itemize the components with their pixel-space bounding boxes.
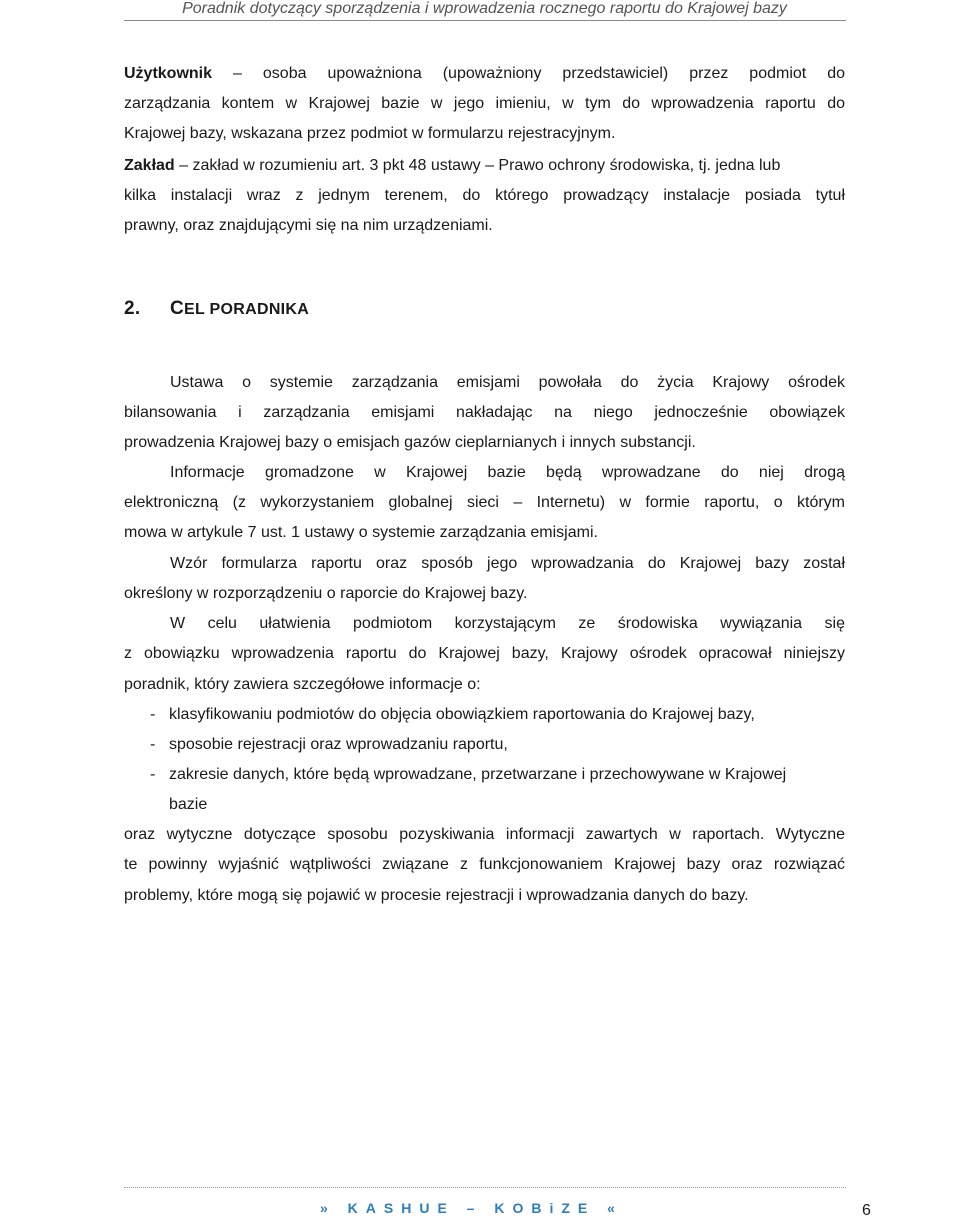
paragraph-2-line1: Informacje gromadzone w Krajowej bazie będą wprowadzane do niej drogą: [170, 464, 845, 481]
list-item: [150, 705, 755, 725]
paragraph-1-line1: Ustawa o systemie zarządzania emisjami powołała do życia Krajowy ośrodek: [170, 374, 845, 391]
page-number: 6: [862, 1202, 871, 1219]
running-header: Poradnik dotyczący sporządzenia i wprowadzenia rocznego raportu do Krajowej bazy: [182, 0, 787, 17]
paragraph-5-line2: te powinny wyjaśnić wątpliwości związane z funkcjonowaniem Krajowej bazy oraz rozwiązać: [124, 856, 845, 873]
section-title-rest: EL PORADNIKA: [184, 301, 310, 318]
footer-brand: » KASHUE – KOBiZE «: [320, 1200, 623, 1216]
paragraph-2-line2: elektroniczną (z wykorzystaniem globalnej sieci – Internetu) w formie raportu, o którym: [124, 494, 845, 511]
paragraph-1-line3: prowadzenia Krajowej bazy o emisjach gazów cieplarnianych i innych substancji.: [124, 434, 696, 451]
list-item: [150, 765, 786, 785]
paragraph-4-line3: poradnik, który zawiera szczegółowe informacje o:: [124, 676, 481, 693]
definition-zaklad-line2: kilka instalacji wraz z jednym terenem, do którego prowadzący instalacje posiada tytuł: [124, 187, 845, 204]
section-heading: [124, 298, 309, 320]
paragraph-5-line3: problemy, które mogą się pojawić w procesie rejestracji i wprowadzania danych do bazy.: [124, 887, 749, 904]
bullet-text: zakresie danych, które będą wprowadzane, przetwarzane i przechowywane w Krajowej: [169, 766, 787, 783]
footer-divider: [124, 1187, 846, 1188]
bullet-text: klasyfikowaniu podmiotów do objęcia obowiązkiem raportowania do Krajowej bazy,: [169, 706, 755, 723]
bullet-marker: -: [150, 766, 156, 783]
paragraph-1-line2: bilansowania i zarządzania emisjami nakładając na niego jednocześnie obowiązek: [124, 404, 845, 421]
definition-uzytkownik-line3: Krajowej bazy, wskazana przez podmiot w formularzu rejestracyjnym.: [124, 125, 616, 142]
paragraph-4-line1: W celu ułatwienia podmiotom korzystającym ze środowiska wywiązania się: [170, 615, 845, 632]
bullet-text: sposobie rejestracji oraz wprowadzaniu raportu,: [169, 736, 508, 753]
section-title-initial: C: [170, 298, 185, 319]
definition-uzytkownik-line2: zarządzania kontem w Krajowej bazie w jego imieniu, w tym do wprowadzenia raportu do: [124, 95, 845, 112]
definition-text: osoba upoważniona (upoważniony przedstawiciel) przez podmiot do: [262, 65, 845, 82]
definition-dash: –: [233, 65, 242, 82]
definition-zaklad-line3: prawny, oraz znajdującymi się na nim urządzeniami.: [124, 217, 493, 234]
definition-text: zakład w rozumieniu art. 3 pkt 48 ustawy – Prawo ochrony środowiska, tj. jedna lub: [192, 157, 781, 174]
definition-zaklad-line1: [124, 156, 845, 176]
paragraph-4-line2: z obowiązku wprowadzenia raportu do Krajowej bazy, Krajowy ośrodek opracował niniejszy: [124, 645, 845, 662]
definition-term: Zakład: [124, 157, 175, 174]
paragraph-2-line3: mowa w artykule 7 ust. 1 ustawy o systemie zarządzania emisjami.: [124, 524, 598, 541]
paragraph-3-line1: Wzór formularza raportu oraz sposób jego wprowadzania do Krajowej bazy został: [170, 555, 845, 572]
definition-dash: –: [179, 157, 189, 174]
definition-uzytkownik-line1: [124, 64, 845, 84]
definition-term: Użytkownik: [124, 65, 213, 82]
section-number: 2.: [124, 298, 141, 319]
bullet-marker: -: [150, 736, 156, 753]
paragraph-5-line1: oraz wytyczne dotyczące sposobu pozyskiwania informacji zawartych w raportach. Wytyczne: [124, 826, 845, 843]
list-item-continuation: bazie: [169, 796, 208, 813]
header-divider: [124, 20, 846, 21]
paragraph-3-line2: określony w rozporządzeniu o raporcie do Krajowej bazy.: [124, 585, 528, 602]
bullet-marker: -: [150, 706, 156, 723]
list-item: [150, 735, 508, 755]
